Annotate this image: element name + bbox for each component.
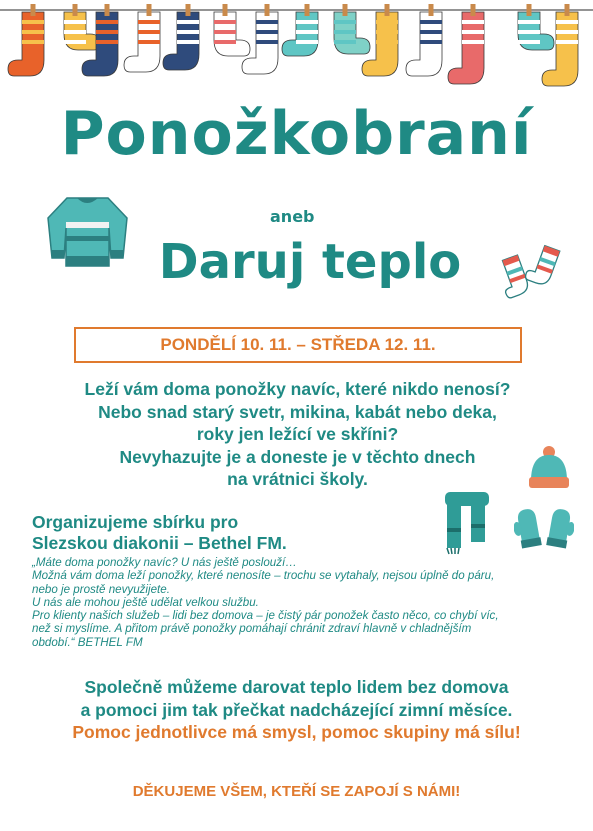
- intro-line: Nebo snad starý svetr, mikina, kabát nebo deka,: [98, 401, 497, 422]
- sock-icon: [8, 4, 44, 76]
- intro-line: Nevyhazujte je a doneste je v těchto dnech: [119, 446, 476, 467]
- sock-line-illustration: [0, 0, 593, 95]
- quote-line: období.“ BETHEL FM: [32, 635, 143, 649]
- closing-accent: Pomoc jednotlivce má smysl, pomoc skupiny má sílu!: [72, 722, 521, 742]
- beanie-icon: [527, 445, 571, 491]
- sock-icon: [163, 4, 199, 70]
- intro-line: roky jen ležící ve skříni?: [196, 424, 399, 444]
- sock-icon: [64, 4, 100, 50]
- sweater-icon: [45, 192, 130, 270]
- date-range: PONDĚLÍ 10. 11. – STŘEDA 12. 11.: [160, 335, 436, 354]
- organizer-line: Organizujeme sbírku pro: [32, 512, 239, 532]
- quote-line: než si myslíme. A přitom právě ponožky pomáhají chránit zdraví hlavně v chladnějším: [32, 622, 472, 636]
- subtitle: Daruj teplo: [158, 234, 462, 290]
- intro-line: Leží vám doma ponožky navíc, které nikdo nenosí?: [84, 379, 511, 399]
- quote-line: Pro klienty našich služeb – lidi bez domova – je čistý pár ponožek často něco, co chybí víc,: [32, 609, 499, 623]
- closing-line: Společně můžeme darovat teplo lidem bez domova: [84, 677, 509, 697]
- sock-icon: [214, 4, 250, 56]
- scarf-icon: [441, 490, 493, 556]
- organizer-heading: [32, 512, 412, 554]
- connector-text: aneb: [270, 207, 315, 226]
- intro-line: na vrátnici školy.: [227, 469, 368, 489]
- sock-icon: [334, 4, 370, 54]
- date-range-box: [74, 327, 522, 363]
- closing-line: a pomoci jim tak přečkat nadcházející zimní měsíce.: [80, 699, 513, 720]
- thanks-text: DĚKUJEME VŠEM, KTEŘÍ SE ZAPOJÍ S NÁMI!: [132, 783, 461, 800]
- sock-icon: [518, 4, 554, 50]
- quote-line: U nás ale mohou ještě udělat velkou službu.: [32, 595, 259, 609]
- sock-icon: [406, 4, 442, 76]
- quote-line: Možná vám doma leží ponožky, které nenosíte – trochu se vytahaly, nejsou úplně do páru,: [32, 569, 495, 583]
- closing-text: [20, 676, 573, 744]
- quote-line: „Máte doma ponožky navíc? U nás ještě poslouží…: [32, 556, 297, 569]
- mittens-icon: [514, 505, 574, 553]
- page-title: Ponožkobraní: [60, 99, 533, 169]
- sock-icon: [124, 4, 160, 72]
- sock-icon: [282, 4, 318, 56]
- small-socks-icon: [498, 244, 568, 306]
- sock-icon: [448, 4, 484, 84]
- organizer-line: Slezskou diakonii – Bethel FM.: [32, 533, 287, 553]
- quote-line: nebo je prostě nevyužijete.: [32, 582, 170, 596]
- sock-icon: [242, 4, 278, 74]
- intro-text: [30, 378, 565, 491]
- bethel-quote: [32, 556, 572, 649]
